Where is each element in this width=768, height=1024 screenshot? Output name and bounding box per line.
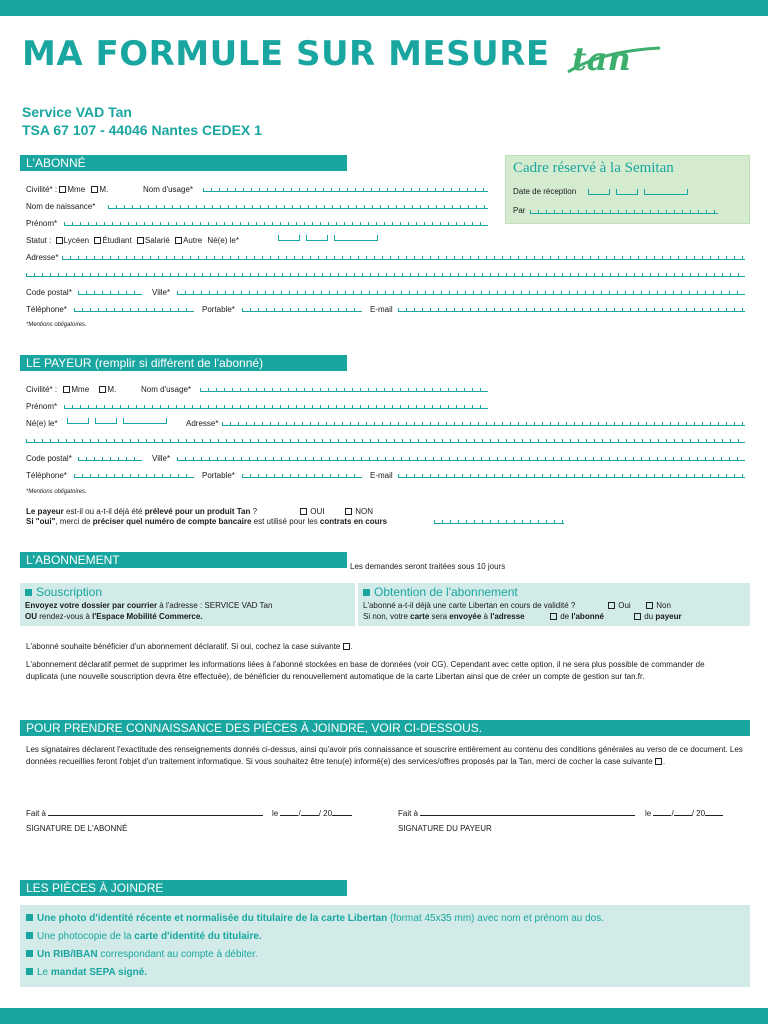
autre-checkbox[interactable] — [175, 237, 182, 244]
payeur-code-postal-label: Code postal* — [26, 454, 72, 463]
bullet-square-icon — [25, 589, 32, 596]
abonne-date-row: le / / 20 — [272, 807, 352, 818]
abonne-sign-day-field[interactable] — [280, 807, 298, 816]
payeur-birth-month-field[interactable] — [95, 418, 117, 424]
reception-year-field[interactable] — [644, 189, 688, 195]
abonne-email-field[interactable] — [398, 303, 745, 312]
abonne-sign-year-field[interactable] — [332, 807, 352, 816]
payeur-compte-field[interactable] — [434, 515, 564, 524]
souscription-line-2: OU rendez-vous à l'Espace Mobilité Commerce. — [25, 612, 203, 621]
reception-date-label: Date de réception — [513, 187, 577, 196]
pieces-info-heading: POUR PRENDRE CONNAISSANCE DES PIÈCES À JOINDRE, VOIR CI-DESSOUS. — [20, 720, 750, 736]
reserved-title: Cadre réservé à la Semitan — [513, 160, 674, 176]
abonne-nom-naissance-field[interactable] — [108, 200, 488, 209]
obtention-title: Obtention de l'abonnement — [363, 585, 518, 599]
piece-item-photo: Une photo d'identité récente et normalisée du titulaire de la carte Libertan (format 45x35 mm) avec nom et prénom au dos. — [26, 913, 604, 924]
logo-text: tan — [572, 40, 631, 78]
carte-non-checkbox[interactable] — [646, 602, 653, 609]
abonne-portable-label: Portable* — [202, 305, 235, 314]
payeur-email-field[interactable] — [398, 469, 745, 478]
bullet-square-icon — [26, 950, 33, 957]
abonne-adresse-field-1[interactable] — [62, 251, 745, 260]
payeur-birth-year-field[interactable] — [123, 418, 167, 424]
abonne-fait-a-row: Fait à — [26, 807, 263, 818]
payeur-prenom-label: Prénom* — [26, 402, 58, 411]
pieces-panel — [20, 905, 750, 987]
payeur-portable-label: Portable* — [202, 471, 235, 480]
payeur-email-label: E-mail — [370, 471, 393, 480]
declaratif-checkbox[interactable] — [343, 643, 350, 650]
payeur-birth-day-field[interactable] — [67, 418, 89, 424]
payeur-preleve-question: Le payeur est-il ou a-t-il déjà été prélevé pour un produit Tan ? — [26, 507, 258, 516]
payeur-ville-label: Ville* — [152, 454, 171, 463]
abonne-code-postal-field[interactable] — [78, 286, 142, 295]
abonne-sign-month-field[interactable] — [301, 807, 319, 816]
top-bar — [0, 0, 768, 16]
bullet-square-icon — [26, 932, 33, 939]
obtention-panel — [358, 583, 750, 626]
payeur-sign-year-field[interactable] — [705, 807, 723, 816]
payeur-telephone-label: Téléphone* — [26, 471, 67, 480]
abonne-email-label: E-mail — [370, 305, 393, 314]
abonne-code-postal-label: Code postal* — [26, 288, 72, 297]
abonne-telephone-label: Téléphone* — [26, 305, 67, 314]
carte-oui-checkbox[interactable] — [608, 602, 615, 609]
envoi-payeur-option: du payeur — [634, 612, 682, 621]
abonne-telephone-field[interactable] — [74, 303, 194, 312]
payeur-heading: LE PAYEUR (remplir si différent de l'abonné) — [20, 355, 347, 371]
abonne-portable-field[interactable] — [242, 303, 362, 312]
envoi-payeur-checkbox[interactable] — [634, 613, 641, 620]
piece-item-sepa: Le mandat SEPA signé. — [26, 967, 147, 978]
abonne-civilite-label: Civilité* : Mme M. — [26, 185, 109, 194]
payeur-nom-usage-field[interactable] — [200, 383, 488, 392]
obtention-non-option: Non — [646, 601, 671, 610]
declaratif-paragraph: L'abonnement déclaratif permet de supprimer les informations liées à l'abonné stockées en base de données (voir CG). Cependant avec cette option, il ne sera plus possible de commander de duplicata (une nouvelle souscription devra être effectuée), de bénéficier du renouvellement automatique de la carte Libertan ainsi que de créer un compte de gestion sur tan.fr. — [26, 660, 705, 681]
abonne-heading: L'ABONNÉ — [20, 155, 347, 171]
abonne-mme-checkbox[interactable] — [59, 186, 66, 193]
abonne-adresse-label: Adresse* — [26, 253, 59, 262]
tan-logo — [560, 28, 670, 78]
souscription-line-1: Envoyez votre dossier par courrier à l'adresse : SERVICE VAD Tan — [25, 601, 273, 610]
pieces-heading: LES PIÈCES À JOINDRE — [20, 880, 347, 896]
signataires-paragraph: Les signataires déclarent l'exactitude des renseignements donnés ci-dessus, ainsi qu'avoir pris connaissance et souscrire entièrement au contenu des conditions générales au verso de ce document. Les données recueillies feront l'objet d'un traitement informatique. Si vous souhaitez être tenu(e) informé(e) des services/offres proposés par la Tan, merci de cocher la case suivante . — [26, 745, 743, 766]
payeur-adresse-label: Adresse* — [186, 419, 219, 428]
abonne-ville-field[interactable] — [177, 286, 745, 295]
abonne-birth-year-field[interactable] — [334, 235, 378, 241]
bullet-square-icon — [26, 968, 33, 975]
payeur-ville-field[interactable] — [177, 452, 745, 461]
payeur-telephone-field[interactable] — [74, 469, 194, 478]
bottom-bar — [0, 1008, 768, 1024]
lyceen-checkbox[interactable] — [56, 237, 63, 244]
payeur-adresse-field-1[interactable] — [222, 417, 745, 426]
abonne-birth-month-field[interactable] — [306, 235, 328, 241]
abonne-nom-usage-label: Nom d'usage* — [143, 185, 193, 194]
abonne-nom-usage-field[interactable] — [203, 183, 488, 192]
payeur-prenom-field[interactable] — [64, 400, 488, 409]
declaratif-question: L'abonné souhaite bénéficier d'un abonnement déclaratif. Si oui, cochez la case suivante . — [26, 642, 353, 651]
souscription-panel — [20, 583, 355, 626]
payeur-ne-le-label: Né(e) le* — [26, 419, 58, 428]
page-title: MA FORMULE SUR MESURE — [22, 34, 550, 74]
delai-text: Les demandes seront traitées sous 10 jours — [350, 562, 506, 571]
abonne-ville-label: Ville* — [152, 288, 171, 297]
abonne-prenom-field[interactable] — [64, 217, 488, 226]
payeur-fait-a-field[interactable] — [420, 807, 635, 816]
address-line-1: Service VAD Tan — [22, 104, 132, 120]
abonne-mentions: *Mentions obligatoires. — [26, 322, 87, 328]
payeur-civilite-label: Civilité* : Mme M. — [26, 385, 117, 394]
obtention-line-2: Si non, votre carte sera envoyée à l'adresse — [363, 612, 525, 621]
par-field[interactable] — [530, 205, 718, 214]
payeur-mme-checkbox[interactable] — [63, 386, 70, 393]
signature-payeur-label: SIGNATURE DU PAYEUR — [398, 824, 492, 833]
payeur-sign-day-field[interactable] — [653, 807, 671, 816]
piece-item-identite: Une photocopie de la carte d'identité du titulaire. — [26, 931, 262, 942]
payeur-compte-instruction: Si "oui", merci de préciser quel numéro de compte bancaire est utilisé pour les contrats en cours — [26, 517, 388, 526]
preleve-oui-checkbox[interactable] — [300, 508, 307, 515]
bullet-square-icon — [363, 589, 370, 596]
payeur-fait-a-row: Fait à — [398, 807, 635, 818]
payeur-m-checkbox[interactable] — [99, 386, 106, 393]
payeur-mentions: *Mentions obligatoires. — [26, 489, 87, 495]
abonne-birth-day-field[interactable] — [278, 235, 300, 241]
abonne-adresse-field-2[interactable] — [26, 268, 745, 277]
reception-day-field[interactable] — [588, 189, 610, 195]
preleve-oui-option: OUI — [300, 507, 324, 516]
obtention-line-1: L'abonné a-t-il déjà une carte Libertan en cours de validité ? — [363, 601, 576, 610]
address-line-2: TSA 67 107 - 44046 Nantes CEDEX 1 — [22, 122, 262, 138]
payeur-code-postal-field[interactable] — [78, 452, 142, 461]
obtention-oui-option: Oui — [608, 601, 631, 610]
reception-month-field[interactable] — [616, 189, 638, 195]
envoi-abonne-option: de l'abonné — [550, 612, 604, 621]
newsletter-checkbox[interactable] — [655, 758, 662, 765]
etudiant-checkbox[interactable] — [94, 237, 101, 244]
par-label: Par — [513, 206, 526, 215]
payeur-date-row: le / / 20 — [645, 807, 723, 818]
salarie-checkbox[interactable] — [137, 237, 144, 244]
payeur-nom-usage-label: Nom d'usage* — [141, 385, 191, 394]
payeur-adresse-field-2[interactable] — [26, 434, 745, 443]
bullet-square-icon — [26, 914, 33, 921]
payeur-sign-month-field[interactable] — [674, 807, 692, 816]
abonne-fait-a-field[interactable] — [48, 807, 263, 816]
preleve-non-checkbox[interactable] — [345, 508, 352, 515]
souscription-title: Souscription — [25, 585, 102, 599]
payeur-portable-field[interactable] — [242, 469, 362, 478]
reserved-box — [505, 155, 750, 224]
abonne-prenom-label: Prénom* — [26, 219, 58, 228]
piece-item-rib: Un RIB/IBAN correspondant au compte à débiter. — [26, 949, 258, 960]
abonne-m-checkbox[interactable] — [91, 186, 98, 193]
abonnement-heading: L'ABONNEMENT — [20, 552, 347, 568]
abonne-nom-naissance-label: Nom de naissance* — [26, 202, 96, 211]
envoi-abonne-checkbox[interactable] — [550, 613, 557, 620]
abonne-statut-row: Statut : Lycéen Étudiant Salarié Autre Né(e) le* — [26, 236, 239, 245]
preleve-non-option: NON — [345, 507, 373, 516]
signature-abonne-label: SIGNATURE DE L'ABONNÉ — [26, 824, 128, 833]
